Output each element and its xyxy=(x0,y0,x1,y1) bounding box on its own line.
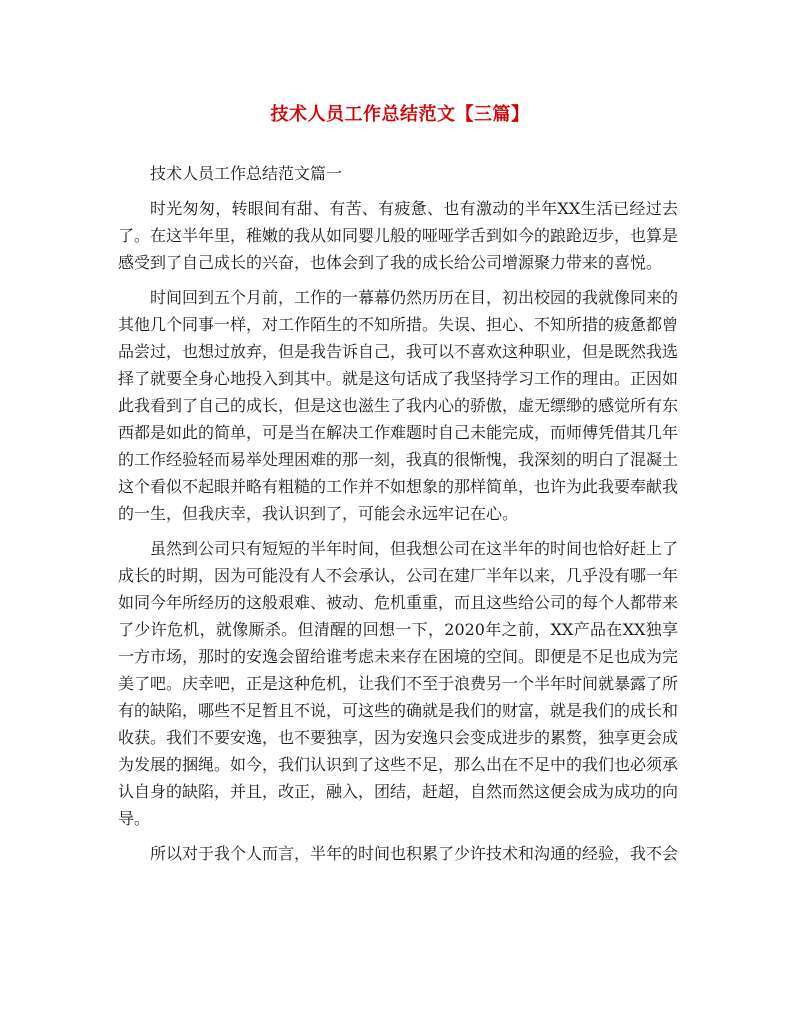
section-heading: 技术人员工作总结范文篇一 xyxy=(150,164,343,183)
document-title: 技术人员工作总结范文【三篇】 xyxy=(270,104,530,125)
paragraph-4: 所以对于我个人而言，半年的时间也积累了少许技术和沟通的经验，我不会 xyxy=(150,844,679,863)
paragraph-1: 时光匆匆，转眼间有甜、有苦、有疲惫、也有激动的半年XX生活已经过去了。在这半年里，稚嫩的我从如同婴儿般的哑哑学舌到如今的踉跄迈步，也算是感受到了自己成长的兴奋，也体会到了我的成长给公司增源聚力带来的喜悦。 xyxy=(118,199,679,272)
paragraph-2: 时间回到五个月前，工作的一幕幕仍然历历在目，初出校园的我就像同来的其他几个同事一样，对工作陌生的不知所措。失误、担心、不知所措的疲惫都曾品尝过，也想过放弃，但是我告诉自己，我可以不喜欢这种职业，但是既然我选择了就要全身心地投入到其中。就是这句话成了我坚持学习工作的理由。正因如此我看到了自己的成长，但是这也滋生了我内心的骄傲，虚无缥缈的感觉所有东西都是如此的简单，可是当在解决工作难题时自己未能完成，而师傅凭借其几年的工作经验轻而易举处理困难的那一刻，我真的很惭愧，我深刻的明白了混凝土这个看似不起眼并略有粗糙的工作并不如想象的那样简单，也许为此我要奉献我的一生，但我庆幸，我认识到了，可能会永远牢记在心。 xyxy=(118,288,679,523)
document-body xyxy=(118,160,678,875)
paragraph-3: 虽然到公司只有短短的半年时间，但我想公司在这半年的时间也恰好赶上了成长的时期，因为可能没有人不会承认，公司在建厂半年以来，几乎没有哪一年如同今年所经历的这般艰难、被动、危机重重，而且这些给公司的每个人都带来了少许危机，就像厮杀。但清醒的回想一下，2020年之前，XX产品在XX独享一方市场，那时的安逸会留给谁考虑未来存在困境的空间。即便是不足也成为完美了吧。庆幸吧，正是这种危机，让我们不至于浪费另一个半年时间就暴露了所有的缺陷，哪些不足暂且不说，可这些的确就是我们的财富，就是我们的成长和收获。我们不要安逸，也不要独享，因为安逸只会变成进步的累赘，独享更会成为发展的捆绳。如今，我们认识到了这些不足，那么出在不足中的我们也必须承认自身的缺陷，并且，改正，融入，团结，赶超，自然而然这便会成为成功的向导。 xyxy=(118,539,679,828)
